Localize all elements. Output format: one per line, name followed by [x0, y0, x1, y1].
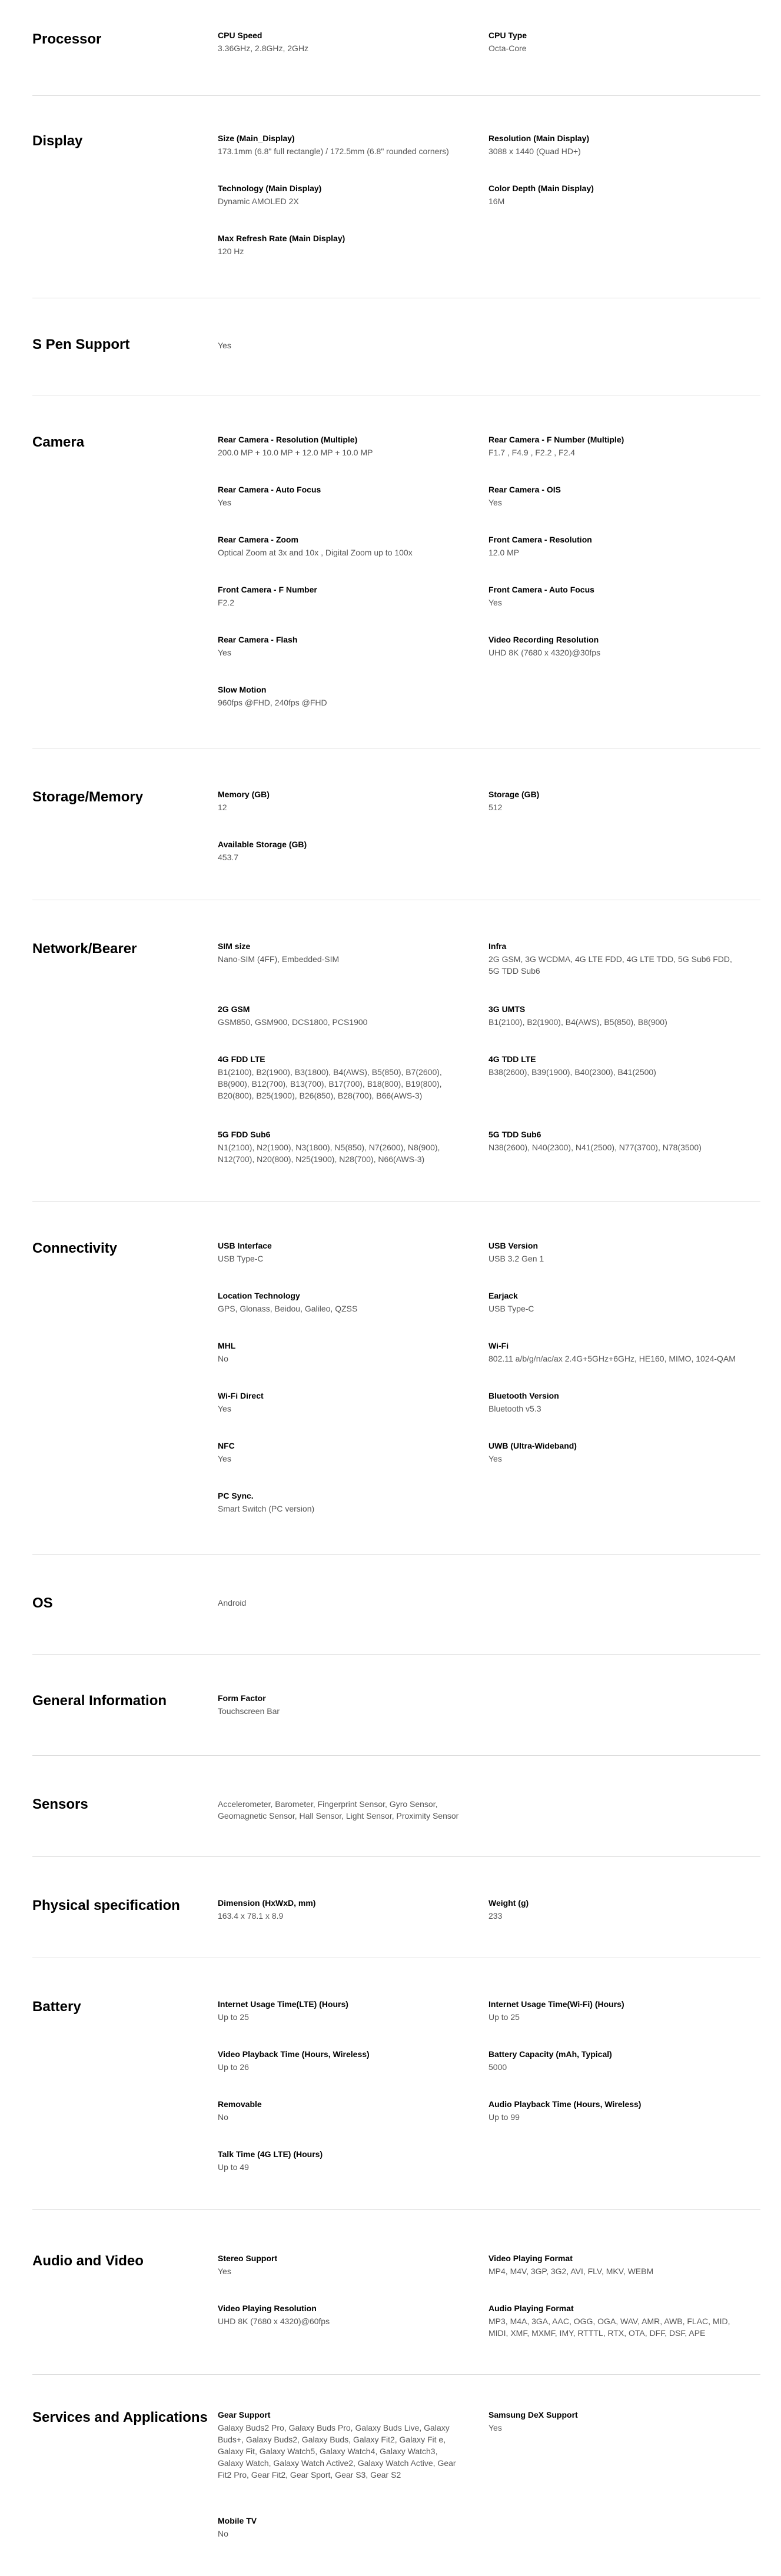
spec-label: Audio Playback Time (Hours, Wireless): [488, 2099, 642, 2109]
spec-label: Rear Camera - OIS: [488, 485, 561, 494]
spec-item: [218, 2048, 465, 2073]
section-title: Connectivity: [32, 1240, 118, 1256]
spec-item: [218, 434, 465, 458]
spec-value: MP4, M4V, 3GP, 3G2, AVI, FLV, MKV, WEBM: [488, 2267, 654, 2276]
spec-value: Accelerometer, Barometer, Fingerprint Sensor, Gyro Sensor, Geomagnetic Sensor, Hall Sensor, Light Sensor, Proximity Sensor: [218, 1799, 459, 1820]
spec-label: Memory (GB): [218, 790, 270, 799]
spec-value: Yes: [218, 498, 231, 507]
spec-item: [488, 1998, 736, 2023]
spec-value: 173.1mm (6.8" full rectangle) / 172.5mm (6.8" rounded corners): [218, 147, 449, 156]
section-title: General Information: [32, 1693, 167, 1709]
spec-value: B1(2100), B2(1900), B4(AWS), B5(850), B8(900): [488, 1017, 667, 1027]
section-s-pen: [32, 298, 760, 395]
spec-value: UHD 8K (7680 x 4320)@60fps: [218, 2317, 330, 2326]
section-title: OS: [32, 1595, 53, 1611]
spec-label: Video Recording Resolution: [488, 635, 599, 644]
section-title: Audio and Video: [32, 2253, 144, 2269]
section-title: Physical specification: [32, 1898, 180, 1913]
spec-value: Bluetooth v5.3: [488, 1404, 541, 1413]
spec-label: Rear Camera - Flash: [218, 635, 298, 644]
spec-item: [218, 1003, 465, 1028]
spec-value: 3.36GHz, 2.8GHz, 2GHz: [218, 44, 309, 53]
spec-item: [218, 1897, 465, 1922]
spec-item: [488, 1053, 736, 1078]
spec-value: 960fps @FHD, 240fps @FHD: [218, 698, 327, 707]
section-storage-memory: [32, 748, 760, 900]
spec-item: [488, 1390, 736, 1415]
spec-item: [218, 534, 465, 558]
spec-value: Up to 99: [488, 2112, 520, 2122]
spec-item: [488, 788, 736, 813]
spec-item: [218, 1129, 465, 1165]
spec-item: [488, 132, 736, 157]
spec-item: [218, 2515, 465, 2540]
spec-item: [218, 2148, 465, 2173]
spec-item: [218, 838, 465, 863]
section-title: Display: [32, 133, 83, 149]
spec-value: Yes: [218, 341, 231, 350]
spec-value: Galaxy Buds2 Pro, Galaxy Buds Pro, Galaxy Buds Live, Galaxy Buds+, Galaxy Buds2, Galaxy Buds, Galaxy Fit2, Galaxy Fit e, Galaxy Fit, Galaxy Watch5, Galaxy Watch4, Galaxy Watch3, Galaxy Watch, Galaxy Watch Active2, Galaxy Watch Active, Gear Fit2 Pro, Gear Fit2, Gear Sport, Gear S3, Gear S2: [218, 2423, 456, 2480]
spec-label: Rear Camera - F Number (Multiple): [488, 435, 624, 444]
spec-value: GPS, Glonass, Beidou, Galileo, QZSS: [218, 1304, 358, 1313]
spec-value: 12.0 MP: [488, 548, 520, 557]
spec-label: Size (Main_Display): [218, 134, 295, 143]
spec-label: Mobile TV: [218, 2516, 257, 2525]
section-camera: [32, 395, 760, 748]
spec-value: Yes: [488, 2423, 502, 2432]
spec-value: F1.7 , F4.9 , F2.2 , F2.4: [488, 448, 576, 457]
spec-item: [218, 2409, 465, 2481]
spec-label: Form Factor: [218, 1693, 266, 1703]
spec-value: N38(2600), N40(2300), N41(2500), N77(3700), N78(3500): [488, 1143, 702, 1152]
spec-label: 4G FDD LTE: [218, 1054, 265, 1064]
spec-item: [218, 1053, 465, 1101]
section-title: Network/Bearer: [32, 941, 137, 957]
spec-label: Location Technology: [218, 1291, 300, 1300]
spec-label: Removable: [218, 2099, 262, 2109]
spec-label: NFC: [218, 1441, 235, 1450]
spec-item: [218, 1290, 465, 1314]
spec-item: [218, 484, 465, 508]
spec-value: Up to 25: [488, 2012, 520, 2022]
spec-item: [488, 1129, 736, 1153]
spec-label: 4G TDD LTE: [488, 1054, 536, 1064]
spec-label: CPU Speed: [218, 31, 262, 40]
spec-label: Wi-Fi: [488, 1341, 509, 1350]
spec-item: [218, 2302, 465, 2327]
spec-label: Audio Playing Format: [488, 2304, 574, 2313]
spec-label: Battery Capacity (mAh, Typical): [488, 2049, 612, 2059]
section-title: Processor: [32, 31, 102, 47]
spec-value: B38(2600), B39(1900), B40(2300), B41(2500): [488, 1067, 656, 1077]
spec-value: 12: [218, 803, 227, 812]
spec-item: [488, 182, 736, 207]
spec-value: Yes: [488, 498, 502, 507]
spec-value: USB Type-C: [218, 1254, 264, 1263]
spec-label: Resolution (Main Display): [488, 134, 590, 143]
spec-item: [488, 434, 736, 458]
spec-label: Wi-Fi Direct: [218, 1391, 264, 1400]
section-title: Storage/Memory: [32, 789, 144, 805]
spec-value: 163.4 x 78.1 x 8.9: [218, 1911, 284, 1921]
section-display: [32, 96, 760, 298]
spec-item: [218, 1340, 465, 1364]
spec-label: Video Playing Resolution: [218, 2304, 317, 2313]
spec-item: [488, 634, 736, 658]
spec-item: [218, 940, 465, 965]
spec-value: Up to 26: [218, 2062, 249, 2072]
section-os: [32, 1555, 760, 1655]
spec-value: 120 Hz: [218, 247, 244, 256]
spec-label: MHL: [218, 1341, 236, 1350]
spec-value: No: [218, 2112, 228, 2122]
spec-item: [218, 2252, 465, 2277]
spec-value: Up to 25: [218, 2012, 249, 2022]
spec-item: [488, 484, 736, 508]
spec-item: [218, 232, 465, 257]
spec-item: [218, 1998, 465, 2023]
spec-label: 5G TDD Sub6: [488, 1130, 541, 1139]
spec-value: Smart Switch (PC version): [218, 1504, 315, 1513]
spec-item: [488, 2409, 736, 2434]
spec-value: USB 3.2 Gen 1: [488, 1254, 544, 1263]
spec-value: Up to 49: [218, 2162, 249, 2172]
spec-item: [218, 1692, 465, 1717]
section-title: Sensors: [32, 1796, 88, 1812]
spec-label: 5G FDD Sub6: [218, 1130, 271, 1139]
spec-item: [488, 534, 736, 558]
spec-label: Dimension (HxWxD, mm): [218, 1898, 316, 1908]
spec-item: [218, 788, 465, 813]
spec-label: Max Refresh Rate (Main Display): [218, 234, 345, 243]
spec-item: [488, 1240, 736, 1264]
spec-item: [218, 634, 465, 658]
spec-value: Optical Zoom at 3x and 10x , Digital Zoom up to 100x: [218, 548, 413, 557]
spec-item: [218, 29, 465, 54]
spec-label: Stereo Support: [218, 2254, 278, 2263]
section-network-bearer: [32, 900, 760, 1202]
spec-value: 233: [488, 1911, 503, 1921]
spec-item: [488, 2048, 736, 2073]
spec-value: Touchscreen Bar: [218, 1706, 280, 1716]
spec-value: 802.11 a/b/g/n/ac/ax 2.4G+5GHz+6GHz, HE160, MIMO, 1024-QAM: [488, 1354, 736, 1363]
spec-value: No: [218, 2529, 228, 2538]
spec-label: Video Playback Time (Hours, Wireless): [218, 2049, 370, 2059]
spec-label: Internet Usage Time(LTE) (Hours): [218, 1999, 348, 2009]
section-physical-specification: [32, 1857, 760, 1958]
spec-item: [488, 584, 736, 608]
spec-label: USB Interface: [218, 1241, 272, 1250]
spec-value: 512: [488, 803, 503, 812]
spec-label: Weight (g): [488, 1898, 529, 1908]
spec-item: [488, 1897, 736, 1922]
section-connectivity: [32, 1202, 760, 1555]
spec-item: [218, 584, 465, 608]
spec-item: [218, 182, 465, 207]
spec-label: Bluetooth Version: [488, 1391, 559, 1400]
section-title: Services and Applications: [32, 2409, 208, 2425]
spec-label: Slow Motion: [218, 685, 267, 694]
section-audio-and-video: [32, 2210, 760, 2375]
section-processor: [32, 0, 760, 96]
spec-item: [218, 684, 465, 708]
spec-value: No: [218, 1354, 228, 1363]
spec-item: [218, 132, 465, 157]
spec-value: UHD 8K (7680 x 4320)@30fps: [488, 648, 601, 657]
spec-label: Rear Camera - Auto Focus: [218, 485, 321, 494]
spec-value: 16M: [488, 197, 505, 206]
spec-item: [488, 2302, 736, 2339]
spec-item: [488, 1003, 736, 1028]
section-title: S Pen Support: [32, 337, 130, 352]
spec-value: Dynamic AMOLED 2X: [218, 197, 299, 206]
spec-item: [488, 1290, 736, 1314]
spec-value: Android: [218, 1598, 247, 1607]
spec-value: Yes: [488, 598, 502, 607]
spec-item: [218, 1390, 465, 1415]
spec-item: [218, 1490, 465, 1515]
section-general-information: [32, 1655, 760, 1756]
spec-label: Earjack: [488, 1291, 518, 1300]
spec-label: Rear Camera - Resolution (Multiple): [218, 435, 358, 444]
spec-value: B1(2100), B2(1900), B3(1800), B4(AWS), B5(850), B7(2600), B8(900), B12(700), B13(700), B17(700), B18(800), B19(800), B20(800), B25(1900), B26(850), B28(700), B66(AWS-3): [218, 1067, 442, 1100]
spec-item: [488, 2252, 736, 2277]
spec-value: 200.0 MP + 10.0 MP + 12.0 MP + 10.0 MP: [218, 448, 373, 457]
spec-item: [488, 1440, 736, 1465]
spec-value: Yes: [218, 1404, 231, 1413]
spec-label: Front Camera - F Number: [218, 585, 317, 594]
spec-label: CPU Type: [488, 31, 527, 40]
spec-item: [218, 2098, 465, 2123]
spec-item: [218, 1240, 465, 1264]
spec-label: PC Sync.: [218, 1491, 254, 1500]
spec-value: 5000: [488, 2062, 507, 2072]
spec-item: [488, 1340, 736, 1364]
spec-label: Video Playing Format: [488, 2254, 573, 2263]
spec-label: Technology (Main Display): [218, 184, 322, 193]
spec-item: [218, 338, 465, 351]
spec-value: 3088 x 1440 (Quad HD+): [488, 147, 581, 156]
spec-value: F2.2: [218, 598, 235, 607]
spec-item: [218, 1440, 465, 1465]
spec-label: Internet Usage Time(Wi-Fi) (Hours): [488, 1999, 624, 2009]
spec-value: Yes: [218, 1454, 231, 1463]
spec-label: 2G GSM: [218, 1004, 250, 1014]
spec-item: [488, 2098, 736, 2123]
spec-item: [488, 29, 736, 54]
spec-value: Nano-SIM (4FF), Embedded-SIM: [218, 954, 340, 964]
spec-label: 3G UMTS: [488, 1004, 526, 1014]
spec-label: Storage (GB): [488, 790, 540, 799]
spec-value: MP3, M4A, 3GA, AAC, OGG, OGA, WAV, AMR, AWB, FLAC, MID, MIDI, XMF, MXMF, IMY, RTTTL, RTX, OTA, DFF, DSF, APE: [488, 2317, 730, 2338]
spec-label: SIM size: [218, 941, 251, 951]
spec-label: Gear Support: [218, 2410, 271, 2419]
spec-value: USB Type-C: [488, 1304, 534, 1313]
spec-value: Octa-Core: [488, 44, 527, 53]
spec-value: Yes: [218, 2267, 231, 2276]
spec-item: [218, 1797, 465, 1822]
section-services-and-applications: [32, 2375, 760, 2576]
spec-value: N1(2100), N2(1900), N3(1800), N5(850), N7(2600), N8(900), N12(700), N20(800), N25(1900), N28(700), N66(AWS-3): [218, 1143, 440, 1164]
spec-label: Talk Time (4G LTE) (Hours): [218, 2149, 323, 2159]
section-battery: [32, 1958, 760, 2210]
spec-label: Front Camera - Auto Focus: [488, 585, 594, 594]
spec-label: Infra: [488, 941, 507, 951]
spec-value: 453.7: [218, 853, 239, 862]
spec-label: Rear Camera - Zoom: [218, 535, 298, 544]
spec-value: GSM850, GSM900, DCS1800, PCS1900: [218, 1017, 368, 1027]
spec-label: Color Depth (Main Display): [488, 184, 594, 193]
spec-label: USB Version: [488, 1241, 539, 1250]
spec-value: 2G GSM, 3G WCDMA, 4G LTE FDD, 4G LTE TDD, 5G Sub6 FDD, 5G TDD Sub6: [488, 954, 732, 976]
spec-value: Yes: [488, 1454, 502, 1463]
spec-item: [218, 1596, 465, 1609]
spec-value: Yes: [218, 648, 231, 657]
spec-item: [488, 940, 736, 977]
spec-label: Front Camera - Resolution: [488, 535, 592, 544]
section-title: Camera: [32, 434, 85, 450]
spec-label: UWB (Ultra-Wideband): [488, 1441, 577, 1450]
spec-label: Samsung DeX Support: [488, 2410, 578, 2419]
section-sensors: [32, 1756, 760, 1857]
spec-label: Available Storage (GB): [218, 840, 307, 849]
section-title: Battery: [32, 1999, 81, 2015]
